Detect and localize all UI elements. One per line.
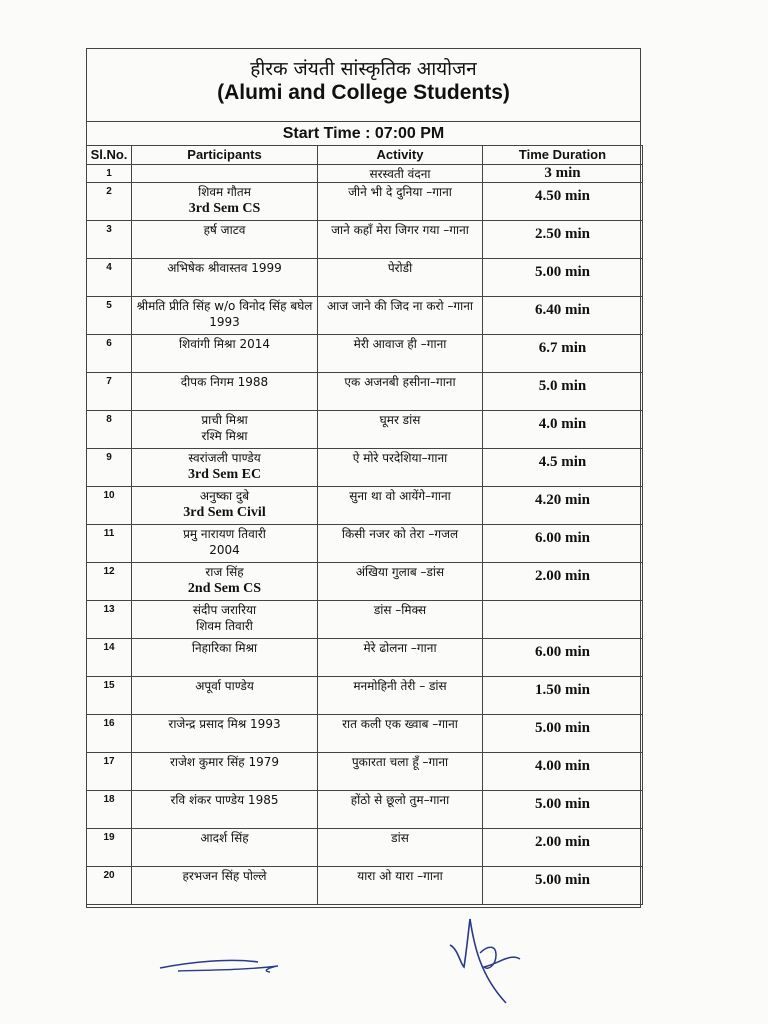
title-block	[87, 49, 640, 122]
slno-text: 10	[103, 490, 115, 501]
participant-semester: 3rd Sem Civil	[183, 505, 266, 520]
row-duration	[483, 791, 643, 829]
activity-text: मेरे ढोलना –गाना	[363, 641, 437, 655]
table-row	[87, 449, 643, 487]
table-row	[87, 677, 643, 715]
duration-text: 2.00 min	[534, 834, 590, 850]
participant-semester: 2nd Sem CS	[187, 581, 262, 596]
table-row	[87, 829, 643, 867]
participant-name: प्रमु नारायण तिवारी 2004	[183, 527, 266, 557]
slno-text: 14	[103, 642, 115, 653]
row-duration	[483, 411, 643, 449]
slno-text: 15	[103, 680, 115, 691]
participant-name: संदीप जरारिया शिवम तिवारी	[192, 603, 257, 633]
row-duration	[483, 715, 643, 753]
participant-name: राज सिंह	[205, 565, 244, 579]
row-activity	[318, 487, 483, 525]
row-activity	[318, 335, 483, 373]
row-participant	[132, 487, 318, 525]
participant-name: राजेन्द्र प्रसाद मिश्र 1993	[168, 717, 281, 731]
table-row	[87, 867, 643, 905]
participant-semester: 3rd Sem CS	[188, 201, 261, 216]
row-slno	[87, 753, 132, 791]
row-duration	[483, 639, 643, 677]
row-activity	[318, 601, 483, 639]
slno-text: 8	[106, 414, 112, 425]
participant-name: अनुष्का दुबे	[199, 489, 250, 503]
duration-text: 4.50 min	[534, 188, 590, 204]
row-slno	[87, 639, 132, 677]
row-participant	[132, 411, 318, 449]
row-duration	[483, 183, 643, 221]
row-slno	[87, 525, 132, 563]
activity-text: सुना था वो आयेंगे–गाना	[349, 489, 451, 503]
row-participant	[132, 753, 318, 791]
participant-name: शिवांगी मिश्रा 2014	[179, 337, 270, 351]
activity-text: डांस –मिक्स	[373, 603, 427, 617]
column-header-duration: Time Duration	[483, 146, 643, 165]
row-slno	[87, 165, 132, 183]
column-header-participants: Participants	[132, 146, 318, 165]
table-row	[87, 259, 643, 297]
row-slno	[87, 449, 132, 487]
row-activity	[318, 259, 483, 297]
participant-name: अभिषेक श्रीवास्तव 1999	[167, 261, 282, 275]
participant-name: दीपक निगम 1988	[180, 375, 269, 389]
activity-text: पेरोडी	[387, 261, 413, 275]
row-duration	[483, 601, 643, 639]
row-participant	[132, 259, 318, 297]
row-slno	[87, 297, 132, 335]
table-row	[87, 753, 643, 791]
signature-right	[440, 915, 560, 1010]
slno-text: 2	[106, 186, 112, 197]
participant-name: आदर्श सिंह	[200, 831, 249, 845]
activity-text: सरस्वती वंदना	[369, 167, 431, 181]
duration-text: 2.00 min	[534, 568, 590, 584]
activity-text: पुकारता चला हूँ –गाना	[351, 755, 449, 769]
activity-text: रात कली एक ख्वाब –गाना	[342, 717, 458, 731]
duration-text: 5.00 min	[534, 720, 590, 736]
participant-name: रवि शंकर पाण्डेय 1985	[170, 793, 279, 807]
row-activity	[318, 753, 483, 791]
activity-text: अंखिया गुलाब –डांस	[355, 565, 445, 579]
activity-text: जीने भी दे दुनिया –गाना	[348, 185, 452, 199]
duration-text: 6.40 min	[534, 302, 590, 318]
slno-text: 19	[103, 832, 115, 843]
row-activity	[318, 525, 483, 563]
table-row	[87, 335, 643, 373]
row-participant	[132, 791, 318, 829]
row-activity	[318, 563, 483, 601]
row-participant	[132, 829, 318, 867]
row-duration	[483, 165, 643, 183]
duration-text: 6.00 min	[534, 530, 590, 546]
column-header-slno: Sl.No.	[87, 146, 132, 165]
row-participant	[132, 221, 318, 259]
row-duration	[483, 753, 643, 791]
slno-text: 3	[106, 224, 112, 235]
row-activity	[318, 829, 483, 867]
row-duration	[483, 867, 643, 905]
schedule-table	[86, 145, 643, 905]
table-row	[87, 791, 643, 829]
activity-text: यारा ओ यारा –गाना	[357, 869, 443, 883]
row-participant	[132, 165, 318, 183]
row-participant	[132, 335, 318, 373]
slno-text: 11	[103, 528, 115, 539]
row-participant	[132, 867, 318, 905]
activity-text: घूमर डांस	[379, 413, 421, 427]
duration-text: 5.0 min	[538, 378, 587, 394]
table-header-row	[87, 146, 643, 165]
row-participant	[132, 449, 318, 487]
duration-text: 4.5 min	[538, 454, 587, 470]
table-row	[87, 183, 643, 221]
table-row	[87, 165, 643, 183]
row-slno	[87, 715, 132, 753]
activity-text: होंठो से छूलो तुम–गाना	[350, 793, 450, 807]
participant-name: हर्ष जाटव	[203, 223, 246, 237]
row-duration	[483, 221, 643, 259]
row-activity	[318, 373, 483, 411]
slno-text: 12	[103, 566, 115, 577]
duration-text: 3 min	[544, 165, 581, 181]
row-participant	[132, 677, 318, 715]
row-duration	[483, 563, 643, 601]
duration-text: 6.7 min	[538, 340, 587, 356]
table-row	[87, 525, 643, 563]
start-time: Start Time : 07:00 PM	[87, 121, 640, 146]
row-duration	[483, 525, 643, 563]
table-row	[87, 639, 643, 677]
participant-name: प्राची मिश्रा रश्मि मिश्रा	[201, 413, 248, 443]
row-activity	[318, 183, 483, 221]
row-activity	[318, 297, 483, 335]
table-row	[87, 715, 643, 753]
row-slno	[87, 373, 132, 411]
activity-text: किसी नजर को तेरा –गजल	[341, 527, 459, 541]
slno-text: 16	[103, 718, 115, 729]
row-activity	[318, 221, 483, 259]
activity-text: ऐ मोरे परदेशिया–गाना	[352, 451, 448, 465]
participant-name: अपूर्वा पाण्डेय	[195, 679, 254, 693]
title-hindi: हीरक जंयती सांस्कृतिक आयोजन	[250, 58, 477, 80]
table-row	[87, 487, 643, 525]
participant-name: स्वरांजली पाण्डेय	[188, 451, 261, 465]
table-row	[87, 601, 643, 639]
row-participant	[132, 639, 318, 677]
row-slno	[87, 487, 132, 525]
column-header-activity: Activity	[318, 146, 483, 165]
table-row	[87, 563, 643, 601]
activity-text: मेरी आवाज ही –गाना	[353, 337, 447, 351]
row-slno	[87, 335, 132, 373]
participant-name: शिवम गौतम	[198, 185, 251, 199]
table-row	[87, 373, 643, 411]
slno-text: 18	[103, 794, 115, 805]
row-activity	[318, 791, 483, 829]
slno-text: 13	[103, 604, 115, 615]
slno-text: 4	[106, 262, 112, 273]
row-participant	[132, 297, 318, 335]
duration-text: 6.00 min	[534, 644, 590, 660]
row-duration	[483, 487, 643, 525]
slno-text: 5	[106, 300, 112, 311]
table-row	[87, 297, 643, 335]
table-row	[87, 221, 643, 259]
row-slno	[87, 221, 132, 259]
row-slno	[87, 791, 132, 829]
row-duration	[483, 677, 643, 715]
row-activity	[318, 867, 483, 905]
signature-left	[150, 948, 290, 978]
duration-text: 1.50 min	[534, 682, 590, 698]
row-duration	[483, 259, 643, 297]
activity-text: डांस	[391, 831, 409, 845]
activity-text: जाने कहाँ मेरा जिगर गया –गाना	[331, 223, 469, 237]
row-duration	[483, 829, 643, 867]
row-slno	[87, 411, 132, 449]
row-participant	[132, 715, 318, 753]
slno-text: 1	[106, 168, 112, 179]
row-participant	[132, 525, 318, 563]
participant-name: राजेश कुमार सिंह 1979	[169, 755, 280, 769]
participant-semester: 3rd Sem EC	[187, 467, 262, 482]
row-activity	[318, 715, 483, 753]
row-activity	[318, 639, 483, 677]
duration-text: 5.00 min	[534, 796, 590, 812]
row-participant	[132, 563, 318, 601]
schedule-frame	[86, 48, 641, 908]
duration-text: 4.00 min	[534, 758, 590, 774]
duration-text: 5.00 min	[534, 264, 590, 280]
row-duration	[483, 335, 643, 373]
row-activity	[318, 165, 483, 183]
duration-text: 2.50 min	[534, 226, 590, 242]
row-duration	[483, 373, 643, 411]
slno-text: 20	[103, 870, 115, 881]
duration-text: 4.0 min	[538, 416, 587, 432]
row-slno	[87, 829, 132, 867]
slno-text: 9	[106, 452, 112, 463]
row-slno	[87, 183, 132, 221]
participant-name: श्रीमति प्रीति सिंह w/o विनोद सिंह बघेल 1993	[136, 299, 313, 329]
slno-text: 6	[106, 338, 112, 349]
duration-text: 4.20 min	[534, 492, 590, 508]
row-participant	[132, 601, 318, 639]
slno-text: 7	[106, 376, 112, 387]
row-slno	[87, 867, 132, 905]
activity-text: मनमोहिनी तेरी – डांस	[353, 679, 447, 693]
title-english: (Alumi and College Students)	[217, 81, 510, 104]
row-activity	[318, 411, 483, 449]
row-activity	[318, 449, 483, 487]
duration-text: 5.00 min	[534, 872, 590, 888]
row-slno	[87, 563, 132, 601]
row-duration	[483, 449, 643, 487]
row-participant	[132, 373, 318, 411]
row-slno	[87, 677, 132, 715]
slno-text: 17	[103, 756, 115, 767]
row-slno	[87, 259, 132, 297]
activity-text: आज जाने की जिद ना करो –गाना	[326, 299, 474, 313]
participant-name: हरभजन सिंह पोल्ले	[182, 869, 267, 883]
row-duration	[483, 297, 643, 335]
activity-text: एक अजनबी हसीना–गाना	[344, 375, 456, 389]
table-row	[87, 411, 643, 449]
row-slno	[87, 601, 132, 639]
row-participant	[132, 183, 318, 221]
participant-name: निहारिका मिश्रा	[191, 641, 258, 655]
row-activity	[318, 677, 483, 715]
